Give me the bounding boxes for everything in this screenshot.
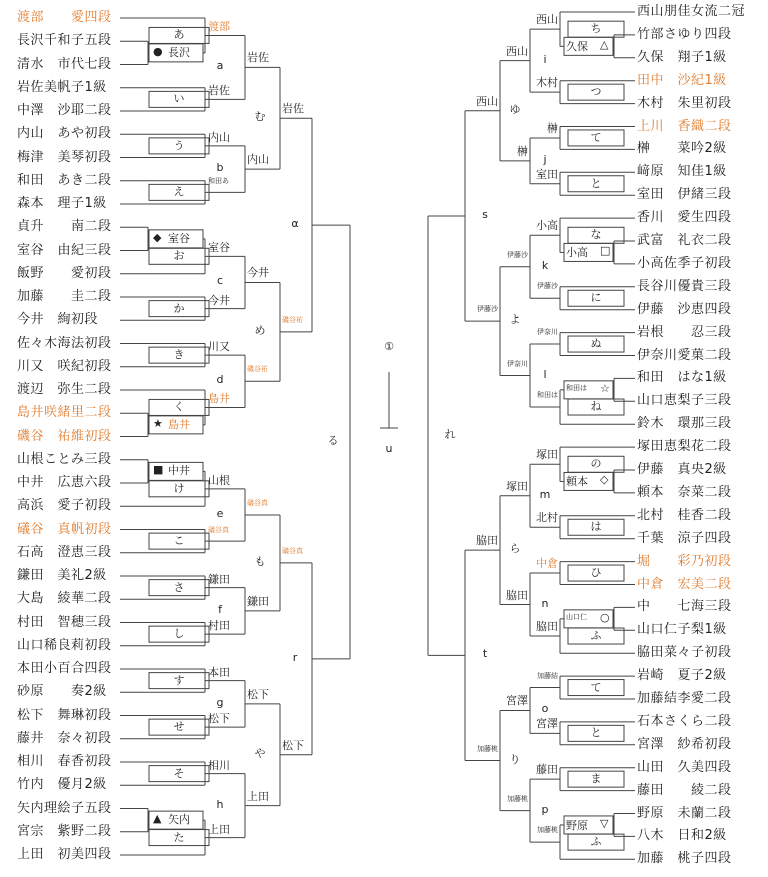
match-label: j	[543, 152, 547, 166]
player-name: 佐々木海法初段	[17, 335, 112, 351]
player-name: 竹内 優月2級	[17, 777, 107, 793]
player-name: 宮宗 紫野二段	[17, 823, 112, 839]
player-name: 千葉 涼子四段	[637, 530, 732, 546]
round2-winner: 藤田	[536, 763, 558, 777]
player-name: 山口仁子梨1級	[637, 622, 727, 638]
player-name: 森本 理子1級	[17, 196, 107, 211]
round2-winner: 渡部	[208, 20, 230, 34]
player-name: 飯野 愛初段	[17, 265, 112, 281]
match-label: も	[254, 554, 266, 568]
round3-winner: 今井	[247, 266, 269, 280]
match-label: に	[590, 291, 602, 305]
round2-winner: 室谷	[208, 241, 230, 255]
final-sublabel: u	[385, 442, 393, 455]
match-label: t	[482, 647, 488, 661]
player-name: 上川 香織二段	[637, 118, 732, 134]
player-name: 室谷 由紀三段	[17, 242, 112, 258]
match-label: つ	[590, 85, 602, 99]
match-label: l	[543, 367, 547, 381]
match-label: f	[218, 602, 222, 616]
round2-winner: 西山	[536, 13, 558, 27]
player-name: 榊 菜吟2級	[637, 141, 727, 157]
player-name: 川又 咲紀初段	[17, 358, 112, 374]
round3-winner: 伊奈川	[507, 359, 528, 368]
match-label: d	[216, 373, 224, 387]
player-name: 中 七海三段	[637, 599, 732, 615]
prelim-winner: 矢内	[168, 813, 190, 827]
round2-winner: 岩佐	[208, 84, 230, 98]
match-label: g	[216, 695, 224, 709]
round3-winner: 鎌田	[247, 594, 269, 608]
prelim-symbol: △	[600, 38, 609, 52]
player-name: 武富 礼衣二段	[637, 233, 732, 248]
player-name: 西山朋佳女流二冠	[637, 4, 746, 19]
player-name: 加藤結李愛二段	[637, 691, 732, 706]
round2-winner: 本田	[208, 665, 230, 679]
round3-winner: 伊藤沙	[507, 250, 528, 259]
match-label: ら	[509, 542, 521, 556]
prelim-symbol: ◆	[153, 230, 162, 244]
round2-winner: 脇田	[536, 620, 558, 634]
match-label: ぬ	[590, 337, 602, 351]
prelim-winner: 頼本	[566, 475, 588, 489]
round2-winner: 村田	[208, 619, 230, 633]
round2-winner: 松下	[208, 712, 230, 726]
round3-winner: 塚田	[506, 479, 528, 493]
player-name: 伊奈川愛菓二段	[637, 347, 732, 363]
prelim-symbol: ▲	[153, 812, 162, 826]
round2-winner: 和田あ	[208, 177, 229, 186]
prelim-symbol: □	[600, 244, 611, 258]
player-name: 北村 桂香二段	[637, 507, 732, 523]
player-name: 島井咲緒里二段	[17, 405, 112, 421]
round2-winner: 榊	[547, 121, 558, 135]
match-label: e	[216, 506, 224, 520]
round2-winner: 室田	[536, 167, 558, 181]
match-label: す	[173, 673, 185, 687]
match-label: け	[173, 481, 185, 495]
round3-winner: 松下	[247, 687, 269, 701]
player-name: 藤井 奈々初段	[17, 730, 112, 746]
player-name: 﨑原 知佳1級	[637, 164, 727, 180]
prelim-symbol: ◇	[600, 473, 609, 487]
match-label: こ	[173, 534, 185, 548]
player-name: 和田 はな1級	[637, 370, 727, 386]
prelim-winner: 山口仁	[566, 612, 587, 621]
player-name: 頼本 奈菜二段	[637, 484, 732, 500]
round3-winner: 脇田	[506, 588, 528, 602]
prelim-winner: 野原	[566, 818, 588, 832]
round2-winner: 北村	[536, 511, 558, 525]
match-label: r	[292, 650, 298, 664]
prelim-symbol: ○	[600, 610, 610, 624]
match-label: m	[539, 487, 551, 501]
player-name: 砂原 奏2級	[17, 684, 107, 700]
prelim-winner: 長沢	[168, 45, 190, 59]
round4-winner: 松下	[282, 738, 304, 752]
round4-winner: 伊藤沙	[477, 305, 498, 314]
match-label: c	[216, 274, 224, 288]
match-label: せ	[173, 720, 185, 734]
match-label: し	[173, 627, 185, 641]
round3-winner: 礒谷真	[247, 498, 268, 507]
match-label: あ	[173, 28, 185, 42]
match-label: の	[590, 457, 602, 471]
round2-winner: 塚田	[536, 448, 558, 462]
player-name: 磯谷 祐維初段	[17, 428, 112, 444]
prelim-winner: 和田は	[566, 383, 587, 392]
match-label: そ	[173, 766, 185, 780]
round2-winner: 今井	[208, 293, 230, 307]
prelim-winner: 久保	[566, 40, 588, 54]
prelim-symbol: ★	[153, 416, 163, 430]
player-name: 鈴木 環那三段	[637, 416, 732, 432]
round4-winner: 脇田	[476, 534, 498, 548]
match-label: a	[216, 59, 224, 73]
match-label: i	[543, 52, 547, 66]
match-label: ゆ	[509, 102, 521, 116]
player-name: 和田 あき二段	[17, 172, 112, 188]
match-label: ふ	[590, 629, 602, 643]
round3-winner: 磯谷祐	[247, 365, 268, 374]
match-label: s	[482, 207, 488, 221]
player-name: 石高 澄恵三段	[17, 544, 112, 560]
match-label: さ	[173, 580, 185, 594]
round2-winner: 相川	[208, 758, 230, 772]
match-label: れ	[444, 427, 456, 441]
match-label: と	[590, 726, 602, 740]
round2-winner: 島井	[208, 392, 230, 406]
match-label: む	[254, 110, 266, 124]
match-label: ひ	[590, 566, 602, 580]
match-label: ふ	[590, 835, 602, 849]
round2-winner: 礒谷真	[208, 526, 229, 535]
round2-winner: 山根	[208, 473, 230, 487]
round2-winner: 川又	[208, 340, 230, 354]
match-label: な	[590, 228, 602, 242]
match-label: h	[216, 797, 224, 811]
match-label: る	[327, 433, 339, 447]
player-name: 内山 あや初段	[17, 126, 112, 142]
prelim-winner: 島井	[168, 417, 190, 431]
match-label: よ	[509, 313, 521, 327]
round2-winner: 内山	[208, 130, 230, 144]
round3-winner: 西山	[506, 44, 528, 58]
player-name: 田中 沙紀1級	[637, 72, 727, 88]
match-label: く	[173, 400, 185, 414]
player-name: 山口恵梨子三段	[637, 393, 732, 409]
player-name: 山田 久美四段	[637, 759, 732, 775]
round3-winner: 宮澤	[506, 694, 528, 708]
player-name: 相川 春香初段	[17, 754, 112, 769]
match-label: か	[173, 301, 185, 315]
player-name: 小高佐季子初段	[637, 255, 732, 271]
player-name: 堀 彩乃初段	[637, 553, 732, 569]
player-name: 石本さくら二段	[637, 713, 732, 729]
player-name: 竹部さゆり四段	[637, 26, 732, 42]
player-name: 大島 綾華二段	[17, 591, 112, 607]
match-label: と	[590, 176, 602, 190]
match-label: k	[541, 258, 549, 272]
player-name: 山根ことみ三段	[17, 451, 112, 467]
player-name: 今井 絢初段	[17, 312, 99, 328]
prelim-symbol: ☆	[600, 381, 610, 395]
player-name: 伊藤 真央2級	[637, 462, 727, 477]
round4-winner: 岩佐	[282, 102, 304, 116]
round2-winner: 上田	[208, 822, 230, 836]
player-name: 木村 朱里初段	[637, 95, 732, 111]
player-name: 上田 初美四段	[17, 847, 112, 862]
match-label: ま	[590, 772, 602, 786]
match-label: め	[254, 323, 266, 337]
round3-winner: 岩佐	[247, 51, 269, 65]
prelim-winner: 室谷	[168, 231, 190, 245]
prelim-symbol: ■	[153, 463, 164, 477]
player-name: 矢内理絵子五段	[17, 800, 112, 816]
player-name: 中井 広恵六段	[17, 475, 112, 490]
match-label: ち	[590, 22, 602, 36]
match-label: ね	[590, 400, 602, 414]
prelim-winner: 小高	[566, 246, 588, 260]
match-label: い	[173, 92, 185, 106]
player-name: 高浜 愛子初段	[17, 498, 112, 514]
player-name: 鎌田 美礼2級	[17, 568, 107, 583]
prelim-winner: 中井	[168, 464, 190, 478]
player-name: 藤田 綾二段	[637, 782, 732, 798]
player-name: 加藤 桃子四段	[637, 851, 732, 867]
match-label: p	[541, 802, 549, 816]
match-label: お	[173, 249, 185, 263]
player-name: 塚田恵梨花二段	[637, 439, 732, 455]
player-name: 野原 未蘭二段	[637, 805, 732, 821]
round2-winner: 鎌田	[208, 572, 230, 586]
player-name: 礒谷 真帆初段	[17, 521, 112, 537]
round2-winner: 加藤結	[537, 671, 558, 680]
player-name: 伊藤 沙恵四段	[637, 301, 732, 317]
match-label: き	[173, 348, 185, 362]
round2-winner: 伊藤沙	[537, 282, 558, 291]
round4-winner: 磯谷祐	[282, 315, 303, 324]
player-name: 村田 智穂三段	[17, 614, 112, 630]
player-name: 香川 愛生四段	[637, 210, 732, 226]
player-name: 室田 伊緒三段	[637, 187, 732, 203]
player-name: 八木 日和2級	[637, 828, 727, 844]
match-label: o	[541, 702, 549, 716]
round2-winner: 小高	[536, 219, 558, 233]
player-name: 岩根 忍三段	[637, 324, 732, 340]
round2-winner: 伊奈川	[537, 328, 558, 337]
round4-winner: 西山	[476, 94, 498, 108]
round3-winner: 榊	[517, 144, 528, 158]
match-label: て	[590, 680, 602, 694]
round2-winner: 木村	[536, 76, 558, 90]
prelim-symbol: ▽	[600, 816, 609, 830]
player-name: 岩崎 夏子2級	[637, 668, 727, 684]
final-label: ①	[384, 340, 394, 353]
match-label: て	[590, 130, 602, 144]
round2-winner: 中倉	[536, 557, 558, 571]
player-name: 岩佐美帆子1級	[17, 79, 107, 95]
match-label: え	[173, 185, 185, 199]
round4-winner: 礒谷真	[282, 546, 303, 555]
round2-winner: 加藤桃	[537, 826, 558, 835]
match-label: う	[173, 138, 185, 152]
player-name: 長谷川優貴三段	[637, 278, 732, 294]
prelim-symbol: ●	[153, 44, 163, 58]
round2-winner: 宮澤	[536, 717, 558, 731]
match-label: は	[590, 520, 602, 534]
player-name: 脇田菜々子初段	[637, 645, 732, 661]
match-label: b	[216, 161, 224, 175]
player-name: 加藤 圭二段	[17, 289, 112, 304]
player-name: 長沢千和子五段	[17, 33, 112, 49]
player-name: 本田小百合四段	[17, 661, 112, 676]
player-name: 渡辺 弥生二段	[17, 382, 112, 397]
player-name: 中澤 沙耶二段	[17, 103, 112, 118]
round3-winner: 上田	[247, 789, 269, 803]
round4-winner: 加藤桃	[477, 744, 498, 753]
round3-winner: 加藤桃	[507, 794, 528, 803]
round2-winner: 和田は	[537, 391, 558, 400]
player-name: 山口稀良莉初段	[17, 637, 112, 653]
player-name: 梅津 美琴初段	[17, 149, 112, 165]
match-label: α	[291, 217, 299, 231]
match-label: り	[509, 752, 521, 766]
player-name: 久保 翔子1級	[637, 49, 727, 65]
player-name: 渡部 愛四段	[17, 10, 112, 25]
match-label: n	[541, 596, 549, 610]
player-name: 中倉 宏美二段	[637, 576, 732, 592]
player-name: 宮澤 紗希初段	[637, 736, 732, 752]
round3-winner: 内山	[247, 153, 269, 167]
player-name: 貞升 南二段	[17, 219, 112, 235]
match-label: や	[254, 746, 266, 760]
player-name: 松下 舞琳初段	[17, 707, 112, 723]
match-label: た	[173, 830, 185, 844]
player-name: 清水 市代七段	[17, 56, 112, 72]
